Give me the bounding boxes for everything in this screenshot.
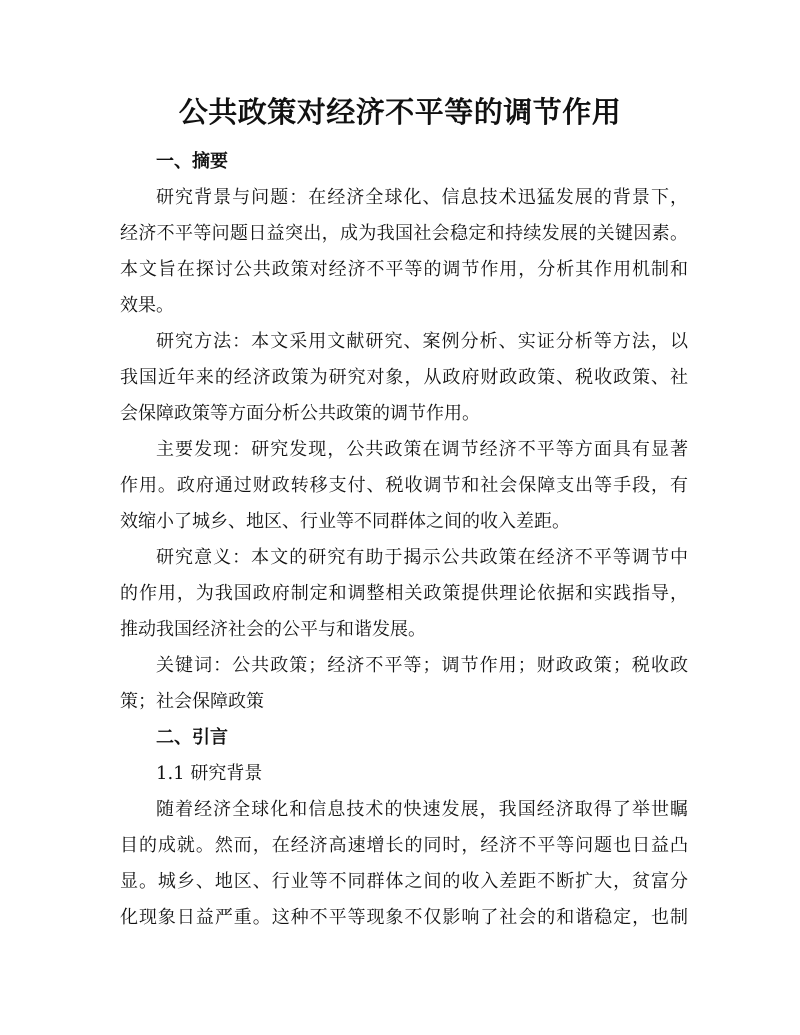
paragraph-method (120, 324, 688, 432)
paragraph-significance (120, 540, 688, 648)
paragraph-research-background (120, 792, 688, 936)
paragraph-line: 显。城乡、地区、行业等不同群体之间的收入差距不断扩大，贫富分 (120, 871, 688, 892)
paragraph-line: 效缩小了城乡、地区、行业等不同群体之间的收入差距。 (120, 511, 570, 532)
paragraph-line: 目的成就。然而，在经济高速增长的同时，经济不平等问题也日益凸 (120, 835, 688, 856)
intro-heading: 二、引言 (156, 727, 228, 748)
paragraph-line: 主要发现：研究发现，公共政策在调节经济不平等方面具有显著 (156, 439, 688, 460)
paragraph-line: 策；社会保障政策 (120, 691, 264, 712)
paragraph-line: 研究背景与问题：在经济全球化、信息技术迅猛发展的背景下， (156, 187, 688, 208)
paragraph-findings (120, 432, 688, 540)
paragraph-line: 研究意义：本文的研究有助于揭示公共政策在经济不平等调节中 (156, 547, 688, 568)
paragraph-line: 经济不平等问题日益突出，成为我国社会稳定和持续发展的关键因素。 (120, 223, 688, 244)
paragraph-line: 本文旨在探讨公共政策对经济不平等的调节作用，分析其作用机制和 (120, 259, 688, 280)
abstract-heading: 一、摘要 (156, 151, 228, 172)
paragraph-line: 的作用，为我国政府制定和调整相关政策提供理论依据和实践指导， (120, 583, 688, 604)
paragraph-line: 随着经济全球化和信息技术的快速发展，我国经济取得了举世瞩 (156, 799, 688, 820)
paragraph-line: 研究方法：本文采用文献研究、案例分析、实证分析等方法，以 (156, 331, 688, 352)
document-title: 公共政策对经济不平等的调节作用 (178, 95, 622, 129)
paragraph-line: 关键词：公共政策；经济不平等；调节作用；财政政策；税收政 (156, 655, 688, 676)
subsection-heading: 1.1 研究背景 (156, 763, 263, 784)
paragraph-line: 会保障政策等方面分析公共政策的调节作用。 (120, 403, 480, 424)
paragraph-line: 效果。 (120, 295, 174, 316)
paragraph-line: 化现象日益严重。这种不平等现象不仅影响了社会的和谐稳定，也制 (120, 907, 688, 928)
paragraph-line: 推动我国经济社会的公平与和谐发展。 (120, 619, 426, 640)
paragraph-line: 作用。政府通过财政转移支付、税收调节和社会保障支出等手段，有 (120, 475, 688, 496)
document-body (120, 144, 688, 936)
paragraph-keywords (120, 648, 688, 720)
paragraph-background (120, 180, 688, 324)
paragraph-line: 我国近年来的经济政策为研究对象，从政府财政政策、税收政策、社 (120, 367, 688, 388)
